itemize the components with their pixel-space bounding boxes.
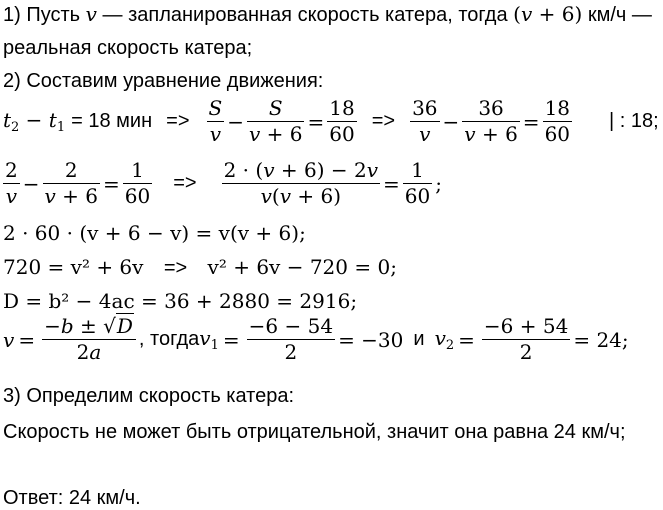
answer: Ответ: 24 км/ч. (3, 487, 141, 509)
roots-line: v = $\frac{-b \pm √D}{2a}$ , тогда $v_1$ = $\frac{-6 - 54}{2}$ = −30 и $v_2$ = $\frac{-6 + 54}{2}$ = 24; (3, 314, 629, 364)
implies-arrow-4: => (163, 257, 188, 279)
fraction-18-over-60: $\frac{18}{60}$ (329, 96, 355, 146)
root-1-fraction: $\frac{-6 - 54}{2}$ (248, 314, 334, 364)
implies-arrow-1: => (166, 110, 190, 132)
step-1-line (3, 2, 652, 27)
fraction-s-over-v-plus-6: $\frac{S}{v + 6}$ (248, 96, 303, 146)
quadratic-line (3, 255, 397, 280)
fraction-s-over-v: $\frac{S}{v}$ (208, 96, 223, 146)
fraction-18-over-60-b: $\frac{18}{60}$ (544, 96, 571, 146)
fraction-combined: $\frac{2 \cdot (v + 6) - 2v}{v(v + 6)}$ (223, 158, 379, 208)
simplified-equation: $\frac{2}{v}$ − $\frac{2}{v + 6}$ = $\frac{1}{60}$ => $\frac{2 \cdot (v + 6) - 2v}{v(v + 6)}$ = $\frac{1}{60}$ ; (5, 158, 442, 208)
divide-by-18: | : 18; (609, 110, 659, 132)
fraction-36-over-v: $\frac{36}{v}$ (412, 96, 438, 146)
step-1-middle: — запланированная скорость катера, тогда (96, 4, 514, 26)
quadratic-right: v² + 6v − 720 = 0; (207, 255, 397, 279)
expanded-equation: 2 · 60 · (v + 6 − v) = v(v + 6); (3, 221, 306, 245)
roots-connector: , тогда (138, 328, 200, 350)
expr-v-plus-6: (v + 6) (513, 2, 583, 26)
time-difference: = 18 мин (71, 110, 153, 132)
fraction-2-over-v: $\frac{2}{v}$ (5, 158, 18, 208)
motion-equation: $t_2 - t_1$ = 18 мин => $\frac{S}{v}$ − $\frac{S}{v + 6}$ = $\frac{18}{60}$ => $\frac{36}{v}$ − $\frac{36}{v + 6}$ = $\frac{18}{60}$ | : 18; (3, 96, 659, 146)
roots-and: и (413, 328, 425, 350)
quadratic-formula: $\frac{-b \pm √D}{2a}$ (42, 314, 136, 365)
step-1-unit: км/ч — (582, 4, 652, 26)
fraction-1-over-60: $\frac{1}{60}$ (124, 158, 151, 208)
step-3-heading: 3) Определим скорость катера: (3, 385, 295, 407)
step-2-heading: 2) Составим уравнение движения: (3, 70, 324, 92)
root-2-value: = 24; (573, 327, 629, 352)
root-2-fraction: $\frac{-6 + 54}{2}$ (483, 314, 569, 364)
conclusion: Скорость не может быть отрицательной, значит она равна 24 км/ч; (3, 421, 626, 443)
t2-minus-t1: $t_2 - t_1$ (3, 108, 66, 135)
step-1-continuation: реальная скорость катера; (3, 37, 253, 59)
var-v: v (85, 2, 97, 26)
quadratic-left: 720 = v² + 6v (3, 255, 144, 279)
discriminant: D = b² − 4ac = 36 + 2880 = 2916; (3, 289, 358, 313)
fraction-2-over-v-plus-6: $\frac{2}{v + 6}$ (44, 158, 99, 208)
step-1-intro: 1) Пусть (3, 4, 86, 26)
implies-arrow-2: => (371, 110, 396, 132)
fraction-36-over-v-plus-6: $\frac{36}{v + 6}$ (464, 96, 518, 146)
root-1-value: = −30 (338, 327, 404, 352)
implies-arrow-3: => (173, 172, 197, 194)
fraction-1-over-60-b: $\frac{1}{60}$ (404, 158, 431, 208)
